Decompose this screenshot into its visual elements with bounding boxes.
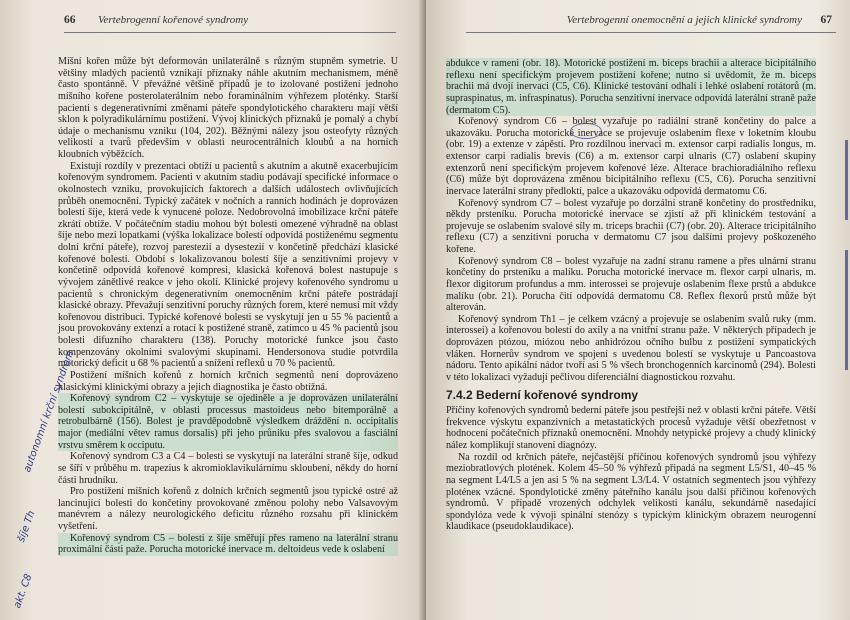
paragraph-c8: Kořenový syndrom C8 – bolest vyzařuje na zadní stranu ramene a přes ulnární stranu končetiny do prsteníku a malíku. Porucha motorické inervace m. flexor carpi ulnaris, m. flexor digitorum profundus a mm. interossei se projevuje oslabením flexe prstů a abdukce malíku (obr. 21). Porucha čití odpovídá dermatomu C8. Reflex flexorů prstů může být alterován.	[446, 255, 816, 314]
paragraph-c5: Kořenový syndrom C5 – bolesti z šíje směřují přes rameno na laterální stranu proximální části paže. Porucha motorické inervace m. deltoideus vede k oslabení	[58, 532, 398, 556]
handwritten-note: šíje Th	[16, 509, 38, 544]
pen-circle-mark	[570, 123, 602, 139]
left-running-title: Vertebrogenní kořenové syndromy	[98, 14, 249, 26]
margin-pen-mark	[845, 140, 848, 220]
paragraph: Míšní kořen může být deformován unilaterálně s různým stupněm symetrie. U většiny mladých pacientů vznikají příznaky náhle akutním mechanismem, méně často spontánně. V převážné většině případů je to izolované postižení jednoho míšního kořene posterolaterálním nebo foraminálním výhřezem ploténky. Starší pacienti s degenerativními změnami páteře spondylotického charakteru mají větší sklon k polyradikulárnímu postižení. Vývoj klinických příznaků je pomalý a chybí údaje o mechanismu vzniku (104, 202). Běžnými nálezy jsou osteofyty různých velikostí a tvarů především v oblasti neurocentrálních kloubů a na horních kloubních výběžcích.	[58, 56, 398, 160]
right-page	[426, 0, 850, 620]
right-running-header	[466, 10, 836, 33]
section-heading: 7.4.2 Bederní kořenové syndromy	[446, 387, 639, 402]
left-body-text	[58, 56, 398, 556]
left-running-header	[64, 10, 396, 33]
paragraph-c3-c4: Kořenový syndrom C3 a C4 – bolesti se vyskytují na laterální straně šíje, odkud se šíří v průběhu m. trapezius k akromioklavikulárnímu skloubení, někdy do horní části hrudníku.	[58, 451, 398, 486]
right-body-text	[446, 58, 816, 533]
left-page-number: 66	[64, 14, 76, 26]
paragraph-th1: Kořenový syndrom Th1 – je celkem vzácný a projevuje se oslabením svalů ruky (mm. interossei) a kořenovou bolestí do axily a na vnitřní stranu paže. V některých případech je doprovázen ptózou, miózou nebo anhidrózou očního bulbu z postižení sympatických vláken. Hornerův syndrom ve spojení s uvedenou bolestí se vyskytuje u Pancoastova nádoru. Tento apikální nádor tvoří asi 5 % všech bronchogenních karcinomů (294). Bolesti v této lokalizaci vyžadují pečlivou diferenciální diagnostickou rozvahu.	[446, 313, 816, 383]
handwritten-note: autonomní krční syndrom	[22, 349, 77, 474]
paragraph: abdukce v rameni (obr. 18). Motorické postižení m. biceps brachii a alterace bicipitálního reflexu není specifickým projevem postižení kořene; nutno si uvědomit, že m. biceps brachii má dvojí inervaci (C5, C6). Klinické testování odhalí i lehké oslabení rotátorů (m. supraspinatus, m. infraspinatus). Porucha senzitivní inervace odpovídá laterální straně paže (dermatom C5).	[446, 58, 816, 116]
paragraph-c6: Kořenový syndrom C6 – bolest vyzařuje po radiální straně končetiny do palce a ukazováku. Porucha motorické inervace se projevuje oslabením flexe v loketním kloubu (obr. 19) a extenze v zápěstí. Pro rozdílnou inervaci m. extensor carpi radialis longus, m. extensor carpi radialis brevis (C6) a m. extensor carpi ulnaris (C7) oslabení skupiny extenzorů není specifickým projevem kořenové léze. Alterace brachioradiálního reflexu (C6) může být doprovázena změnou bicipitálního reflexu (C5, C6). Porucha senzitivní inervace laterální strany předloktí, palce a ukazováku odpovídá dermatomu C6.	[446, 116, 816, 197]
paragraph: Na rozdíl od krčních páteře, nejčastější příčinou kořenových syndromů jsou výhřezy meziobratlových plotének. Kolem 45–50 % výhřezů připadá na segment L5/S1, 40–45 % na segment L4/L5 a jen asi 5 % na segment L3/L4. V ostatních segmentech jsou výhřezy ploténeк vzácné. Spondylotické změny páteřního kanálu jsou další příčinou kořenových syndromů. V případě vrozených odchylek velikosti kanálu, sekundárně nasedající spondylóza vede k vývoji spinální stenózy s typickým klinickým obrazem neurogenní klaudikace (pseudoklaudikace).	[446, 451, 816, 533]
margin-pen-mark	[845, 250, 848, 370]
handwritten-note: akt. C8	[12, 572, 35, 610]
right-page-number: 67	[820, 14, 832, 26]
paragraph: Příčiny kořenových syndromů bederní páteře jsou pestřejší než v oblasti krční páteře. Větší frekvence výskytu expanzivních a metastatických procesů vyžaduje větší obezřetnost v hodnocení počátečních příznaků onemocnění. Mnohdy netypické projevy a chudý klinický nález komplikují stanovení diagnózy.	[446, 405, 816, 451]
paragraph: Postižení míšních kořenů z horních krčních segmentů není doprovázeno klasickými klinickými obrazy a jejich diagnostika je často obtížná.	[58, 369, 398, 393]
paragraph: Pro postižení míšních kořenů z dolních krčních segmentů jsou typické ostré až lancinující bolesti do končetiny provokované změnou polohy nebo Valsavovým manévrem a nálezy neurologického deficitu různého rozsahu při klinickém vyšetření.	[58, 486, 398, 532]
paragraph: Existují rozdíly v prezentaci obtíží u pacientů s akutním a akutně exacerbujícím kořenovým syndromem. Pacienti v akutním stadiu podávají specifické informace o okolnostech vzniku, provokujících faktorech a dalších událostech ovlivňujících průběh onemocnění. Typický začátek v nočních a ranních hodinách je doprovázen bolestí šíje, která vede k vynucené poloze. Nedobrovolná imobilizace krční páteře zkrátí obtíže. V počátečním stadiu mohou být bolesti omezené výhradně na oblast šíje nebo mezi lopatkami (výška lokalizace bolestí odpovídá postiženému segmentu dolní krční páteře), rozvoj parestezií a dysestezií v končetině předchází klasické kořenové bolesti. Období s lokalizovanou bolestí šíje a senzitivními projevy v končetině odpovídá kořenové kompresi, klasická kořenová bolest nastupuje s vývojem zánětlivé reakce v jeho okolí. Klinické projevy kořenového syndromu u pacientů s chronickým degenerativním onemocněním krční páteře postrádají klasické obrazy. Převažují senzitivní poruchy různých forem, které nemusí mít vždy kořenovou distribuci. Typické kořenové bolesti se vyskytují jen u 55 % pacientů a jsou provokovány extenzí a rotací k postižené straně, zatímco u 45 % pacientů jsou bolesti difuzního charakteru (138). Poruchy motorické funkce jsou často kompenzovány okolními svalovými skupinami. Hendersonova studie potvrdila motorický deficit u 68 % pacientů a snížení reflexů u 70 % pacientů.	[58, 160, 398, 370]
paragraph-c7: Kořenový syndrom C7 – bolest vyzařuje po dorzální straně končetiny do prostředníku, někdy prsteníku. Porucha motorické inervace se zjistí až při klinickém testování a projevuje se oslabením svalové síly m. triceps brachii (C7) (obr. 20). Alterace tricipitálního reflexu (C7) a senzitivní porucha v dermatomu C7 jsou dalšími projevy poškozeného kořene.	[446, 197, 816, 255]
right-running-title: Vertebrogenní onemocnění a jejich klinické syndromy	[566, 14, 802, 26]
paragraph-c2: Kořenový syndrom C2 – vyskytuje se ojediněle a je doprovázen unilaterální bolestí subokcipitálně, v oblasti processus mastoideus nebo bitemporálně a retrobulbárně (156). Bolest je pravděpodobně výsledkem dráždění n. occipitalis major (mediální větev ramus dorsalis) při jeho průniku přes svalovou a fasciální vrstvu směrem k occiputu.	[58, 393, 398, 451]
